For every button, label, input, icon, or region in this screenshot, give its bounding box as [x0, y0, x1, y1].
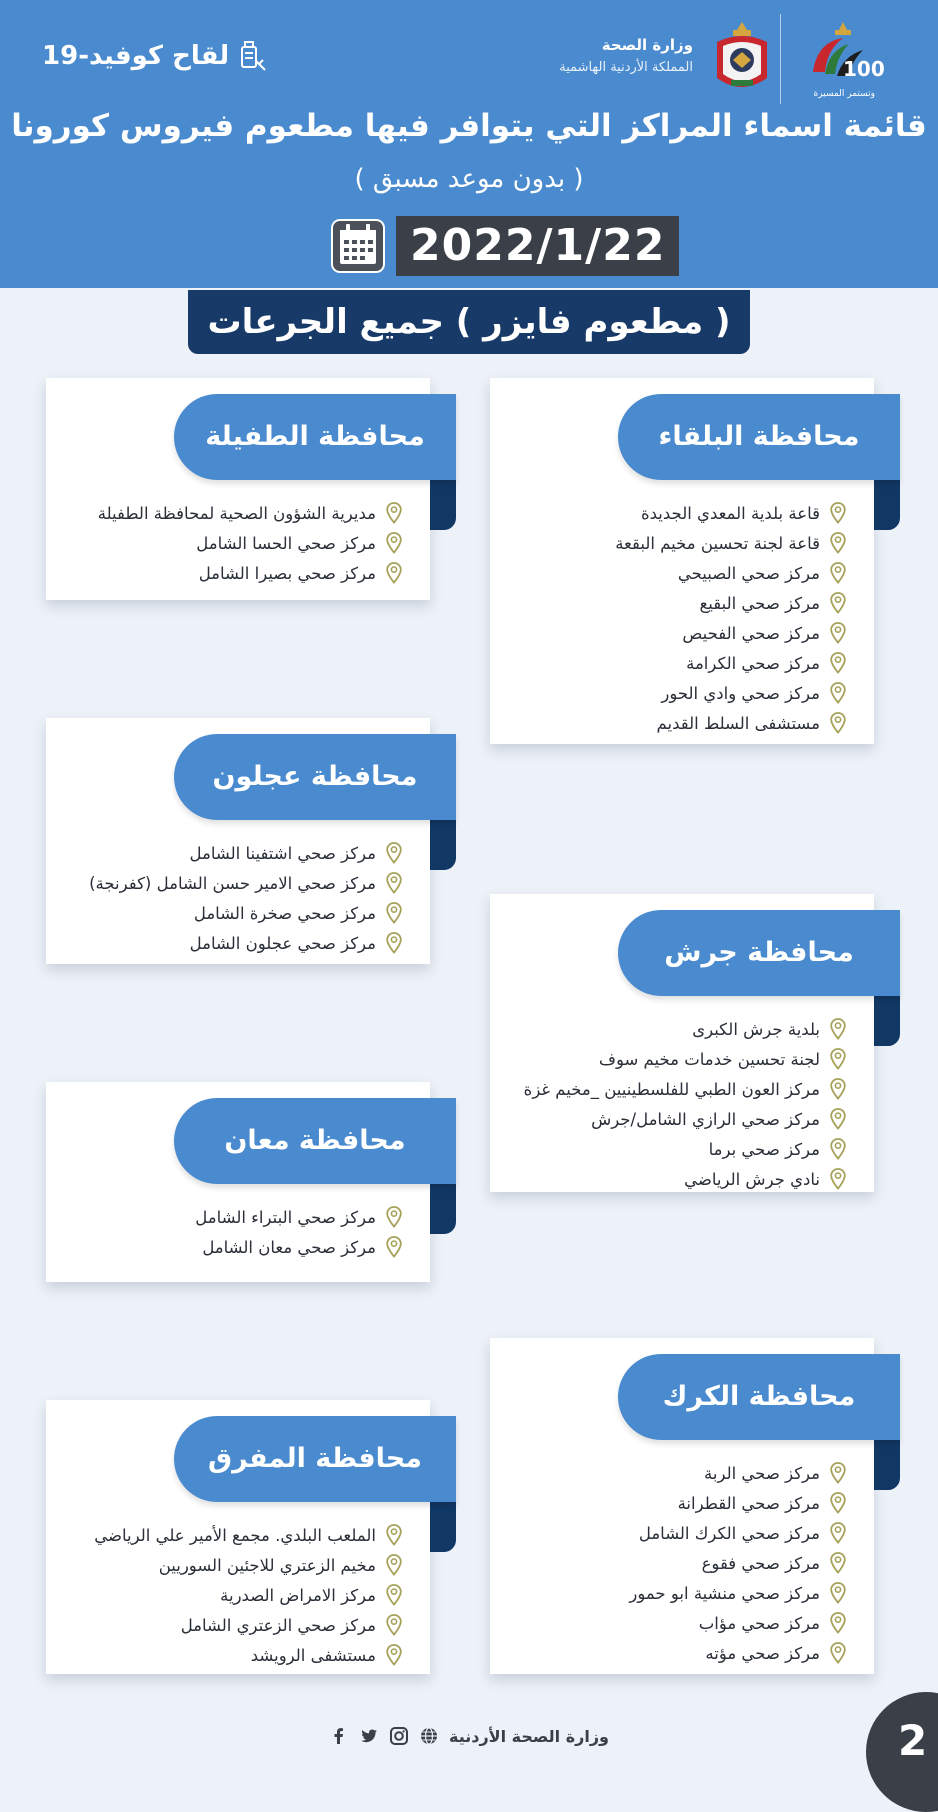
center-list: [500, 1014, 846, 1194]
center-list-item: [500, 648, 846, 678]
center-name: مركز صحي مؤاب: [698, 1613, 820, 1633]
center-name: قاعة لجنة تحسين مخيم البقعة: [615, 533, 820, 553]
governorate-title: محافظة جرش: [618, 910, 900, 996]
location-pin-icon: [386, 1206, 402, 1228]
tab-fold: [430, 1502, 456, 1552]
center-list: [56, 838, 402, 958]
center-name: بلدية جرش الكبرى: [692, 1019, 820, 1039]
governorate-card-karak: [490, 1338, 874, 1674]
location-pin-icon: [830, 1138, 846, 1160]
governorate-card-balqa: [490, 378, 874, 744]
location-pin-icon: [830, 1078, 846, 1100]
location-pin-icon: [386, 502, 402, 524]
ministry-name: وزارة الصحة: [601, 36, 693, 54]
center-list-item: [500, 1578, 846, 1608]
center-name: مديرية الشؤون الصحية لمحافظة الطفيلة: [97, 503, 376, 523]
tab-fold: [874, 996, 900, 1046]
location-pin-icon: [830, 1462, 846, 1484]
location-pin-icon: [830, 1552, 846, 1574]
center-name: مركز صحي اشتفينا الشامل: [189, 843, 376, 863]
center-list-item: [56, 1202, 402, 1232]
center-list-item: [500, 1638, 846, 1668]
center-list-item: [56, 868, 402, 898]
center-name: مركز صحي صخرة الشامل: [193, 903, 376, 923]
center-name: الملعب البلدي. مجمع الأمير علي الرياضي: [94, 1525, 376, 1545]
tab-fold: [874, 480, 900, 530]
center-list-item: [56, 1232, 402, 1262]
center-name: مركز صحي الحسا الشامل: [196, 533, 376, 553]
tab-fold: [430, 1184, 456, 1234]
center-name: مركز صحي القطرانة: [677, 1493, 820, 1513]
center-name: مركز صحي مؤته: [705, 1643, 820, 1663]
center-name: مركز صحي الامير حسن الشامل (كفرنجة): [89, 873, 376, 893]
date-display: [330, 216, 679, 276]
globe-icon[interactable]: [419, 1726, 439, 1746]
center-name: مخيم الزعتري للاجئين السوريين: [158, 1555, 376, 1575]
location-pin-icon: [830, 1522, 846, 1544]
governorate-card-mafraq: [46, 1400, 430, 1674]
center-list-item: [500, 1044, 846, 1074]
center-list-item: [56, 928, 402, 958]
center-name: مركز صحي البقيع: [699, 593, 820, 613]
center-list-item: [500, 558, 846, 588]
center-list-item: [500, 1164, 846, 1194]
center-list-item: [500, 1458, 846, 1488]
center-list-item: [500, 678, 846, 708]
center-list: [56, 498, 402, 588]
tab-fold: [874, 1440, 900, 1490]
center-name: قاعة بلدية المعدي الجديدة: [640, 503, 820, 523]
governorate-title: محافظة المفرق: [174, 1416, 456, 1502]
centennial-logo: [793, 16, 893, 102]
center-name: مركز صحي الكرامة: [686, 653, 820, 673]
center-list-item: [500, 1104, 846, 1134]
center-list-item: [500, 1518, 846, 1548]
center-name: مركز صحي الفحيص: [682, 623, 820, 643]
governorate-title: محافظة البلقاء: [618, 394, 900, 480]
footer: [0, 1718, 938, 1754]
center-name: مركز صحي الربة: [704, 1463, 820, 1483]
location-pin-icon: [830, 1168, 846, 1190]
center-list-item: [500, 1134, 846, 1164]
location-pin-icon: [386, 1236, 402, 1258]
location-pin-icon: [386, 1554, 402, 1576]
center-name: مركز صحي الزعتري الشامل: [180, 1615, 376, 1635]
center-list-item: [56, 558, 402, 588]
covid-vaccine-badge: [42, 38, 267, 74]
center-list-item: [56, 898, 402, 928]
center-list-item: [500, 1488, 846, 1518]
vaccine-type-banner: ( مطعوم فايزر ) جميع الجرعات: [188, 290, 750, 354]
centennial-tagline: وتستمر المسيرة: [813, 89, 875, 99]
calendar-icon: [330, 218, 386, 274]
center-list-item: [500, 1608, 846, 1638]
location-pin-icon: [830, 712, 846, 734]
location-pin-icon: [830, 502, 846, 524]
kingdom-name: المملكة الأردنية الهاشمية: [559, 60, 693, 75]
location-pin-icon: [386, 932, 402, 954]
center-name: مركز صحي بصيرا الشامل: [198, 563, 376, 583]
center-list-item: [56, 1610, 402, 1640]
center-name: مركز صحي عجلون الشامل: [189, 933, 376, 953]
center-list-item: [56, 838, 402, 868]
page-subtitle: ( بدون موعد مسبق ): [354, 164, 584, 194]
facebook-icon[interactable]: [329, 1726, 349, 1746]
instagram-icon[interactable]: [389, 1726, 409, 1746]
tab-fold: [430, 480, 456, 530]
governorate-card-maan: [46, 1082, 430, 1282]
center-list-item: [56, 528, 402, 558]
center-name: مركز صحي الصبيحي: [677, 563, 820, 583]
governorate-title: محافظة الكرك: [618, 1354, 900, 1440]
center-name: مركز صحي برما: [708, 1139, 820, 1159]
center-list-item: [500, 588, 846, 618]
center-name: مركز العون الطبي للفلسطينيين _مخيم غزة: [523, 1079, 820, 1099]
vaccine-icon: [237, 39, 267, 73]
location-pin-icon: [386, 1584, 402, 1606]
page-title: قائمة اسماء المراكز التي يتوافر فيها مطعوم فيروس كورونا: [11, 108, 927, 144]
location-pin-icon: [386, 532, 402, 554]
location-pin-icon: [386, 1614, 402, 1636]
center-list: [500, 1458, 846, 1668]
centennial-number: 100: [843, 57, 885, 81]
location-pin-icon: [386, 872, 402, 894]
location-pin-icon: [830, 1612, 846, 1634]
location-pin-icon: [830, 1048, 846, 1070]
location-pin-icon: [830, 1582, 846, 1604]
jordan-coat-of-arms-logo: [711, 18, 773, 98]
page-number-value: 2: [898, 1716, 928, 1765]
center-name: مركز صحي معان الشامل: [202, 1237, 376, 1257]
center-list: [56, 1202, 402, 1262]
center-name: نادي جرش الرياضي: [684, 1169, 820, 1189]
ministry-brand: [559, 14, 893, 100]
center-name: مركز صحي الكرك الشامل: [638, 1523, 820, 1543]
governorate-title: محافظة معان: [174, 1098, 456, 1184]
center-name: لجنة تحسين خدمات مخيم سوف: [598, 1049, 820, 1069]
center-list-item: [500, 1548, 846, 1578]
center-list: [500, 498, 846, 738]
location-pin-icon: [830, 1108, 846, 1130]
location-pin-icon: [386, 902, 402, 924]
location-pin-icon: [386, 562, 402, 584]
date-value: 2022/1/22: [396, 216, 679, 276]
center-list-item: [56, 498, 402, 528]
center-name: مركز صحي وادي الحور: [661, 683, 820, 703]
center-list-item: [56, 1580, 402, 1610]
location-pin-icon: [386, 842, 402, 864]
location-pin-icon: [830, 682, 846, 704]
header-banner: [0, 0, 938, 288]
center-name: مركز الامراض الصدرية: [220, 1585, 376, 1605]
center-name: مركز صحي فقوع: [701, 1553, 820, 1573]
location-pin-icon: [386, 1524, 402, 1546]
center-list-item: [500, 1074, 846, 1104]
center-name: مركز صحي منشية ابو حمور: [629, 1583, 820, 1603]
governorate-card-jerash: [490, 894, 874, 1192]
location-pin-icon: [830, 1018, 846, 1040]
center-list-item: [56, 1520, 402, 1550]
location-pin-icon: [830, 1642, 846, 1664]
center-list-item: [500, 708, 846, 738]
center-name: مركز صحي الرازي الشامل/جرش: [591, 1109, 820, 1129]
center-list-item: [500, 618, 846, 648]
twitter-icon[interactable]: [359, 1726, 379, 1746]
center-list: [56, 1520, 402, 1670]
location-pin-icon: [830, 1492, 846, 1514]
footer-ministry-text: وزارة الصحة الأردنية: [449, 1726, 609, 1746]
center-list-item: [56, 1550, 402, 1580]
center-name: مركز صحي البتراء الشامل: [195, 1207, 376, 1227]
tab-fold: [430, 820, 456, 870]
location-pin-icon: [830, 532, 846, 554]
center-name: مستشفى الرويشد: [250, 1645, 376, 1665]
center-list-item: [500, 1014, 846, 1044]
page-number: [866, 1692, 938, 1812]
governorate-title: محافظة الطفيلة: [174, 394, 456, 480]
vaccine-badge-text: لقاح كوفيد-19: [42, 41, 230, 71]
brand-divider: [780, 14, 781, 104]
center-list-item: [56, 1640, 402, 1670]
center-name: مستشفى السلط القديم: [656, 713, 820, 733]
location-pin-icon: [830, 652, 846, 674]
location-pin-icon: [830, 562, 846, 584]
governorate-card-ajloun: [46, 718, 430, 964]
location-pin-icon: [830, 592, 846, 614]
governorate-card-tafila: [46, 378, 430, 600]
location-pin-icon: [830, 622, 846, 644]
center-list-item: [500, 498, 846, 528]
governorate-title: محافظة عجلون: [174, 734, 456, 820]
location-pin-icon: [386, 1644, 402, 1666]
center-list-item: [500, 528, 846, 558]
